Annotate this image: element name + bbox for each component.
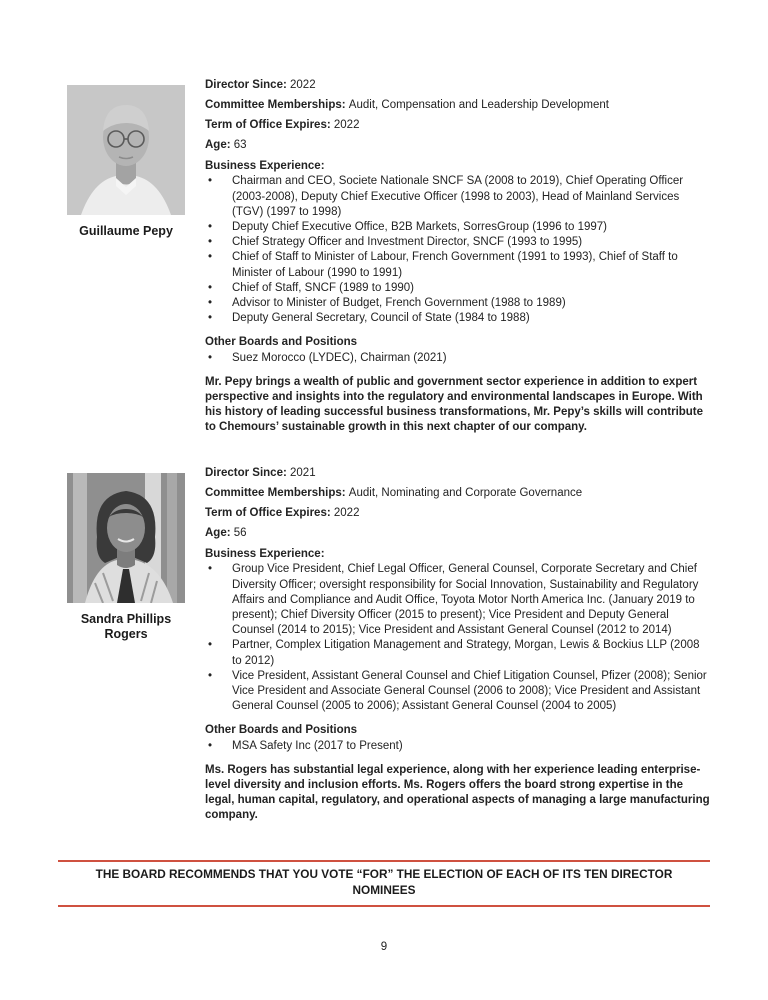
detail-age — [205, 138, 712, 153]
detail-director-since — [205, 78, 712, 93]
detail-label: Age: — [205, 527, 231, 539]
list-item: • Advisor to Minister of Budget, French Government (1988 to 1989) — [205, 296, 712, 311]
detail-value: 2022 — [290, 79, 316, 91]
detail-value: 2021 — [290, 467, 316, 479]
list-item: • Group Vice President, Chief Legal Officer, General Counsel, Corporate Secretary and Chief Diversity Officer; oversight responsibility for Social Innovation, Sustainability and Regulatory Affairs and Compliance and Audit Office, Toyota Motor North America Inc. (January 2019 to present); Chief Diversity Officer (2015 to present); Vice President and Deputy General Counsel (2014 to 2015); Vice President and Assistant General Counsel (2012 to 2014) — [205, 562, 712, 638]
list-item: • Chief of Staff to Minister of Labour, French Government (1991 to 1993), Chief of Staff to Minister of Labour (1990 to 1991) — [205, 250, 712, 280]
director-name: Guillaume Pepy — [79, 224, 173, 238]
photo-column — [67, 85, 185, 239]
bio-text-column — [205, 466, 712, 824]
director-bio-rogers — [0, 466, 768, 824]
detail-term-expires — [205, 506, 712, 521]
director-photo — [67, 473, 185, 603]
list-item: • Suez Morocco (LYDEC), Chairman (2021) — [205, 351, 712, 366]
list-item: • Chairman and CEO, Societe Nationale SNCF SA (2008 to 2019), Chief Operating Officer (2003-2008), Deputy Chief Executive Officer (1998 to 2003), Head of Mainland Services (TGV) (1997 to 1998) — [205, 174, 712, 220]
detail-committee-memberships — [205, 486, 712, 501]
detail-term-expires — [205, 118, 712, 133]
list-item: • MSA Safety Inc (2017 to Present) — [205, 739, 712, 754]
page-number: 9 — [380, 941, 388, 953]
director-summary: Ms. Rogers has substantial legal experience, along with her experience leading enterprise-level diversity and inclusion efforts. Ms. Rogers offers the board strong expertise in the legal, human capital, regulatory, and operational aspects of managing a large manufacturing company. — [205, 763, 710, 822]
list-item: • Deputy General Secretary, Council of State (1984 to 1988) — [205, 311, 712, 326]
business-experience-list — [205, 174, 712, 326]
director-summary: Mr. Pepy brings a wealth of public and government sector experience in addition to expert perspective and insights into the regulatory and environmental landscapes in Europe. With his history of leading successful business transformations, Mr. Pepy’s skills will contribute to Chemours’ sustainable growth in this next chapter of our company. — [205, 375, 704, 434]
other-boards-heading: Other Boards and Positions — [205, 724, 358, 737]
business-experience-heading: Business Experience: — [205, 160, 325, 173]
detail-value: 2022 — [333, 507, 360, 519]
detail-label: Committee Memberships: — [205, 99, 346, 111]
detail-label: Term of Office Expires: — [205, 119, 331, 131]
detail-label: Age: — [205, 139, 231, 151]
list-item: • Chief of Staff, SNCF (1989 to 1990) — [205, 281, 712, 296]
detail-value: Audit, Nominating and Corporate Governance — [348, 487, 583, 499]
other-boards-list — [205, 351, 712, 366]
bio-text-column — [205, 78, 712, 436]
detail-value: 63 — [233, 139, 247, 151]
director-bio-pepy — [0, 78, 768, 436]
business-experience-heading: Business Experience: — [205, 548, 325, 561]
list-item: • Partner, Complex Litigation Management and Strategy, Morgan, Lewis & Bockius LLP (2008 to 2012) — [205, 638, 712, 668]
director-name: Sandra Phillips Rogers — [80, 612, 172, 641]
detail-director-since — [205, 466, 712, 481]
board-recommendation: THE BOARD RECOMMENDS THAT YOU VOTE “FOR” THE ELECTION OF EACH OF ITS TEN DIRECTOR NOMINEES — [58, 860, 710, 907]
detail-label: Committee Memberships: — [205, 487, 346, 499]
list-item: • Chief Strategy Officer and Investment Director, SNCF (1993 to 1995) — [205, 235, 712, 250]
detail-label: Term of Office Expires: — [205, 507, 331, 519]
director-photo — [67, 85, 185, 215]
list-item: • Vice President, Assistant General Counsel and Chief Litigation Counsel, Pfizer (2008); Senior Vice President and Associate General Counsel (2006 to 2008); Vice President and Assistant General Counsel (2005 to 2006); Assistant General Counsel (2004 to 2005) — [205, 669, 712, 715]
business-experience-list — [205, 562, 712, 714]
photo-column — [67, 473, 185, 642]
detail-label: Director Since: — [205, 79, 287, 91]
other-boards-list — [205, 739, 712, 754]
detail-age — [205, 526, 712, 541]
other-boards-heading: Other Boards and Positions — [205, 336, 358, 349]
detail-committee-memberships — [205, 98, 712, 113]
detail-value: 56 — [233, 527, 247, 539]
list-item: • Deputy Chief Executive Office, B2B Markets, SorresGroup (1996 to 1997) — [205, 220, 712, 235]
detail-value: Audit, Compensation and Leadership Development — [348, 99, 609, 111]
detail-label: Director Since: — [205, 467, 287, 479]
detail-value: 2022 — [333, 119, 360, 131]
